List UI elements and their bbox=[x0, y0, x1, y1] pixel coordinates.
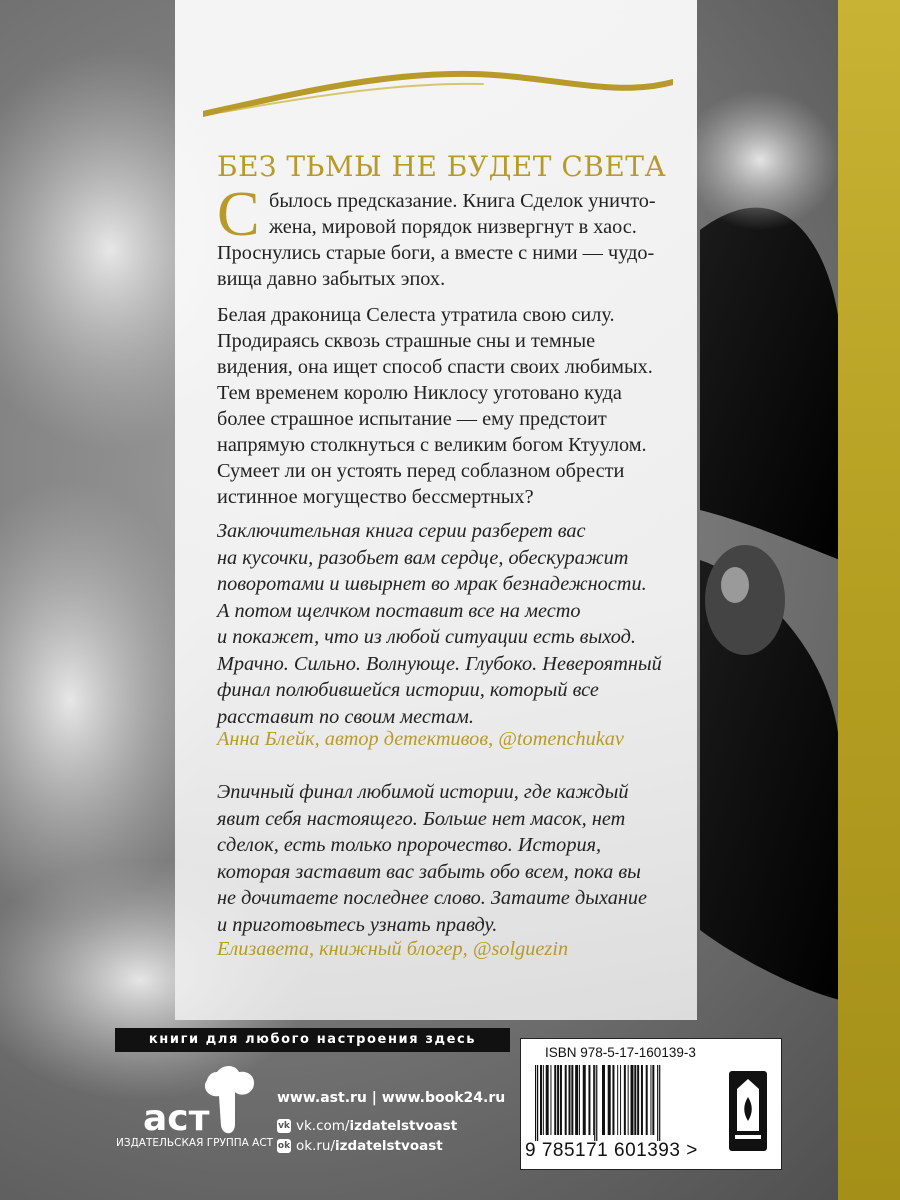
text-line: Тем временем королю Никлосу уготовано куда bbox=[217, 382, 622, 404]
text-line: А потом щелчком поставит все на место bbox=[217, 599, 581, 622]
vk-link[interactable] bbox=[277, 1118, 457, 1134]
ok-prefix: ok.ru/ bbox=[296, 1138, 336, 1154]
text-line: не дочитаете последнее слово. Затаите дыхание bbox=[217, 887, 648, 909]
barcode-bar bbox=[540, 1065, 542, 1135]
barcode-bar bbox=[575, 1065, 578, 1135]
text-line: былось предсказание. Книга Сделок уничто- bbox=[269, 190, 656, 212]
text-line: поворотами и швырнет во мрак безнадежности. bbox=[217, 573, 647, 595]
text-line: которая заставит вас забыть обо всем, пока вы bbox=[217, 860, 641, 883]
barcode-bar bbox=[557, 1065, 559, 1135]
gold-swoosh-ornament bbox=[203, 42, 673, 132]
text-line: жена, мировой порядок низвергнут в хаос. bbox=[269, 216, 637, 238]
text-line: на кусочки, разобьет вам сердце, обескуражит bbox=[217, 546, 629, 569]
raven-eye-highlight bbox=[721, 567, 749, 603]
text-line: Эпичный финал любимой истории, где каждый bbox=[217, 781, 629, 803]
barcode-guard bbox=[657, 1065, 658, 1141]
barcode-bar bbox=[634, 1065, 636, 1135]
barcode-bar bbox=[612, 1065, 614, 1135]
barcode-bar bbox=[608, 1065, 611, 1135]
barcode-guard bbox=[535, 1065, 536, 1141]
text-line: сделок, есть только пророчество. История, bbox=[217, 834, 602, 856]
text-line: Продираясь сквозь страшные сны и темные bbox=[217, 330, 596, 352]
barcode-bar bbox=[588, 1065, 590, 1135]
lantern-icon bbox=[725, 1067, 771, 1155]
smoke-swirl bbox=[680, 90, 840, 230]
barcode-panel bbox=[520, 1038, 782, 1170]
barcode-bar bbox=[624, 1065, 626, 1135]
text-line: расставит по своим местам. bbox=[217, 705, 474, 728]
barcode-bar bbox=[650, 1065, 651, 1135]
tagline-banner: книги для любого настроения здесь bbox=[115, 1028, 510, 1052]
barcode-bar bbox=[579, 1065, 580, 1135]
review-quote bbox=[217, 779, 687, 938]
barcode-bar bbox=[628, 1065, 629, 1135]
barcode-digits: 9 785171 601393 > bbox=[525, 1140, 698, 1161]
barcode-bar bbox=[617, 1065, 618, 1135]
barcode-guard bbox=[537, 1065, 538, 1141]
vk-handle: izdatelstvoast bbox=[349, 1118, 458, 1134]
ok-handle: izdatelstvoast bbox=[335, 1138, 443, 1154]
text-line: Мрачно. Сильно. Волнующе. Глубоко. Невероятный bbox=[217, 652, 662, 675]
barcode-bar bbox=[652, 1065, 654, 1135]
text-line: Проснулись старые боги, а вместе с ними — чудо- bbox=[217, 242, 655, 264]
text-line: Белая драконица Селеста утратила свою силу. bbox=[217, 304, 615, 326]
synopsis bbox=[217, 178, 687, 510]
synopsis-paragraph bbox=[217, 178, 687, 292]
text-line: видения, она ищет способ спасти своих любимых. bbox=[217, 356, 653, 378]
barcode-bar bbox=[560, 1065, 562, 1135]
barcode-bar bbox=[569, 1065, 571, 1135]
publisher-websites[interactable]: www.ast.ru | www.book24.ru bbox=[277, 1090, 506, 1106]
text-line: финал полюбившейся истории, который все bbox=[217, 679, 599, 701]
logo-mascot-icon bbox=[205, 1066, 254, 1133]
logo-text: аст bbox=[143, 1098, 210, 1139]
barcode-guard bbox=[596, 1065, 597, 1141]
text-line: и покажет, что из любой ситуации есть выход. bbox=[217, 626, 636, 648]
barcode-bar bbox=[620, 1065, 621, 1135]
barcode-guard bbox=[659, 1065, 660, 1141]
review-attribution: Анна Блейк, автор детективов, @tomenchukav bbox=[217, 728, 624, 750]
review-quote bbox=[217, 518, 687, 730]
drop-cap: С bbox=[217, 178, 260, 249]
barcode-bar bbox=[546, 1065, 549, 1135]
text-line: вища давно забытых эпох. bbox=[217, 268, 446, 290]
text-line: напрямую столкнуться с великим богом Ктуулом. bbox=[217, 434, 647, 456]
text-line: и приготовьтесь узнать правду. bbox=[217, 913, 498, 936]
synopsis-paragraph bbox=[217, 302, 687, 510]
text-line: Заключительная книга серии разберет вас bbox=[217, 520, 586, 542]
barcode-bar bbox=[550, 1065, 551, 1135]
text-line: Сумеет ли он устоять перед соблазном обрести bbox=[217, 460, 625, 482]
barcode-bar bbox=[543, 1065, 544, 1135]
spine-edge bbox=[838, 0, 900, 1200]
barcode-bar bbox=[583, 1065, 586, 1135]
barcode-bar bbox=[565, 1065, 567, 1135]
barcode-bar bbox=[646, 1065, 648, 1135]
barcode-bar bbox=[554, 1065, 556, 1135]
vk-prefix: vk.com/ bbox=[296, 1118, 350, 1134]
vk-icon: vk bbox=[278, 1121, 290, 1131]
raven-silhouette bbox=[700, 208, 840, 560]
barcode-bar bbox=[571, 1065, 573, 1135]
barcode bbox=[527, 1065, 717, 1141]
isbn: ISBN 978-5-17-160139-3 bbox=[545, 1045, 696, 1060]
headline: БЕЗ ТЬМЫ НЕ БУДЕТ СВЕТА bbox=[217, 150, 667, 183]
barcode-bar bbox=[593, 1065, 594, 1135]
barcode-guard bbox=[594, 1065, 595, 1141]
review-attribution: Елизавета, книжный блогер, @solguezin bbox=[217, 938, 569, 960]
ok-icon: ok bbox=[277, 1141, 291, 1151]
barcode-bar bbox=[631, 1065, 634, 1135]
barcode-bar bbox=[637, 1065, 639, 1135]
publisher-name: ИЗДАТЕЛЬСКАЯ ГРУППА АСТ bbox=[116, 1137, 274, 1149]
raven-eye bbox=[705, 545, 785, 655]
text-line: истинное могущество бессмертных? bbox=[217, 486, 534, 508]
text-line: более страшное испытание — ему предстоит bbox=[217, 408, 607, 430]
text-line: явит себя настоящего. Больше нет масок, нет bbox=[217, 807, 626, 830]
barcode-bar bbox=[641, 1065, 643, 1135]
ok-link[interactable] bbox=[277, 1138, 443, 1154]
barcode-bar bbox=[602, 1065, 605, 1135]
